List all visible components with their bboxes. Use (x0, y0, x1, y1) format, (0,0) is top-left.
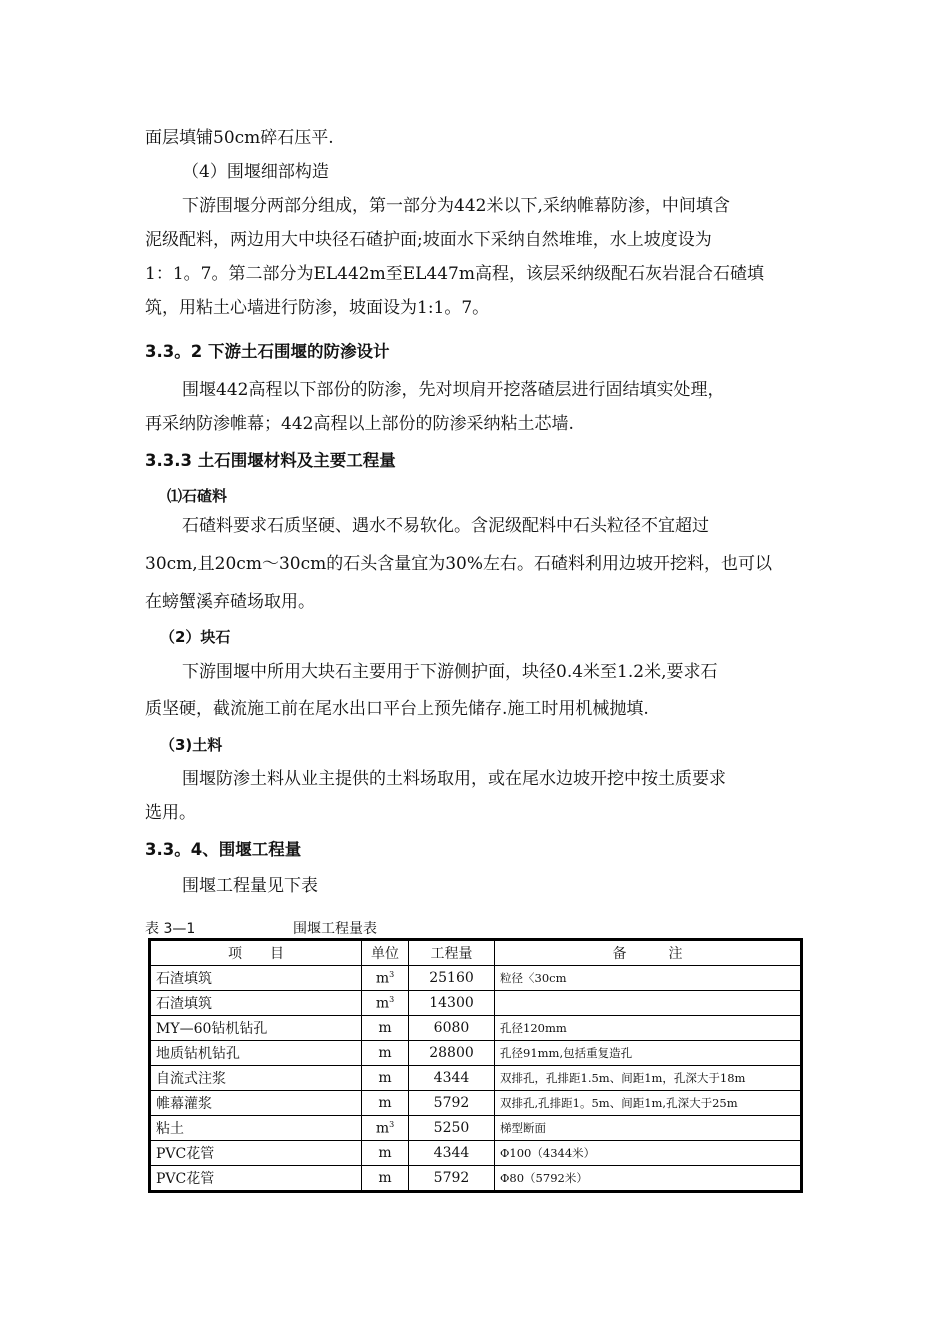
cell-item-text: 地质钻机钻孔 (156, 1046, 240, 1062)
cell-item (150, 1041, 362, 1066)
table-row (150, 1116, 802, 1141)
cell-unit (362, 1091, 409, 1116)
body-text: 30cm,且20cm～30cm的石头含量宜为30%左右。石碴料利用边坡开挖料，也可以 (145, 554, 773, 574)
cell-note (495, 1141, 802, 1166)
cell-unit (362, 1166, 409, 1192)
cell-quantity (409, 1016, 495, 1041)
cell-quantity (409, 1091, 495, 1116)
cell-note-text: Φ80（5792米） (500, 1171, 588, 1185)
cell-unit-text: m (375, 1120, 390, 1137)
body-text: 再采纳防渗帷幕；442高程以上部份的防渗采纳粘土芯墙. (145, 414, 574, 434)
cell-item (150, 1066, 362, 1091)
cell-quantity-text: 6080 (433, 1020, 470, 1036)
header-quantity: 工程量 (409, 940, 495, 966)
body-text: 选用。 (145, 803, 196, 823)
cell-unit (362, 1066, 409, 1091)
cell-quantity (409, 1141, 495, 1166)
cell-note (495, 1091, 802, 1116)
body-text: 1：1。7。第二部分为EL442m至EL447m高程，该层采纳级配石灰岩混合石碴填 (145, 264, 764, 284)
body-text: 泥级配料，两边用大中块径石碴护面;坡面水下采纳自然堆堆，水上坡度设为 (145, 230, 712, 250)
body-text: （4）围堰细部构造 (182, 162, 329, 182)
cell-unit-text: m (378, 1095, 392, 1111)
body-text: 下游围堰分两部分组成，第一部分为442米以下,采纳帷幕防渗，中间填含 (182, 196, 730, 216)
cell-item (150, 1116, 362, 1141)
cell-note (495, 1066, 802, 1091)
cell-item (150, 966, 362, 991)
section-heading: 3.3。2 下游土石围堰的防渗设计 (145, 342, 390, 361)
table-row (150, 1091, 802, 1116)
cell-item (150, 1141, 362, 1166)
cell-unit-text: m (378, 1045, 392, 1061)
cell-note-text: 粒径〈30cm (500, 971, 567, 985)
body-text: 质坚硬，截流施工前在尾水出口平台上预先储存.施工时用机械抛填. (145, 699, 649, 719)
body-text: 围堰工程量见下表 (182, 876, 318, 896)
unit-superscript: 3 (389, 994, 395, 1004)
cell-quantity (409, 991, 495, 1016)
subsection-heading: （3)土料 (160, 736, 223, 754)
table-header-row (150, 940, 802, 966)
cell-quantity (409, 1166, 495, 1192)
table-row (150, 1041, 802, 1066)
cell-quantity-text: 5250 (433, 1120, 470, 1136)
cell-unit-text: m (378, 1020, 392, 1036)
section-heading: 3.3.3 土石围堰材料及主要工程量 (145, 451, 396, 470)
cell-note-text: 梯型断面 (500, 1121, 546, 1135)
table-row (150, 1066, 802, 1091)
cell-item (150, 1016, 362, 1041)
body-text: 在螃蟹溪弃碴场取用。 (145, 592, 315, 612)
cell-quantity-text: 5792 (433, 1095, 470, 1111)
cell-note-text: 双排孔，孔排距1.5m、间距1m，孔深大于18m (500, 1071, 746, 1085)
cell-quantity-text: 28800 (429, 1045, 474, 1061)
table-row (150, 1016, 802, 1041)
cell-item-text: PVC花管 (156, 1146, 215, 1162)
header-item: 项 目 (150, 940, 362, 966)
cell-unit (362, 1016, 409, 1041)
cell-quantity-text: 14300 (429, 995, 474, 1011)
cell-note (495, 966, 802, 991)
cell-item (150, 1091, 362, 1116)
cell-unit-text: m (375, 995, 390, 1012)
cell-unit-text: m (378, 1170, 392, 1186)
cell-quantity-text: 4344 (433, 1070, 470, 1086)
unit-superscript: 3 (389, 969, 395, 979)
table-row (150, 1166, 802, 1192)
table-number: 表 3—1 (145, 921, 196, 937)
cell-unit (362, 991, 409, 1016)
cell-item (150, 991, 362, 1016)
cell-quantity (409, 1066, 495, 1091)
cell-unit (362, 966, 409, 991)
cell-item (150, 1166, 362, 1192)
table-row (150, 966, 802, 991)
cell-item-text: 石渣填筑 (156, 996, 212, 1012)
body-text: 面层填铺50cm碎石压平. (145, 128, 334, 148)
cell-quantity-text: 25160 (429, 970, 474, 986)
body-text: 围堰防渗土料从业主提供的土料场取用，或在尾水边坡开挖中按土质要求 (182, 769, 726, 789)
cell-quantity-text: 5792 (433, 1170, 470, 1186)
cell-unit-text: m (378, 1070, 392, 1086)
cell-note-text: 双排孔,孔排距1。5m、间距1m,孔深大于25m (500, 1096, 738, 1110)
table-row (150, 1141, 802, 1166)
cell-quantity (409, 966, 495, 991)
body-text: 围堰442高程以下部份的防渗，先对坝肩开挖落碴层进行固结填实处理， (182, 380, 725, 400)
cell-item-text: PVC花管 (156, 1171, 215, 1187)
cell-note (495, 1116, 802, 1141)
cell-unit (362, 1116, 409, 1141)
quantity-table (148, 938, 803, 1193)
header-note: 备 注 (495, 940, 802, 966)
table-title: 围堰工程量表 (293, 921, 377, 937)
cell-item-text: 帷幕灌浆 (156, 1096, 212, 1112)
subsection-heading: （2）块石 (160, 628, 231, 646)
cell-note (495, 1016, 802, 1041)
cell-quantity (409, 1041, 495, 1066)
cell-item-text: 石渣填筑 (156, 971, 212, 987)
cell-note (495, 991, 802, 1016)
cell-quantity-text: 4344 (433, 1145, 470, 1161)
header-unit: 单位 (362, 940, 409, 966)
cell-unit (362, 1141, 409, 1166)
cell-item-text: 粘土 (156, 1121, 184, 1137)
cell-unit (362, 1041, 409, 1066)
body-text: 下游围堰中所用大块石主要用于下游侧护面，块径0.4米至1.2米,要求石 (182, 662, 718, 682)
table-row (150, 991, 802, 1016)
body-text: 石碴料要求石质坚硬、遇水不易软化。含泥级配料中石头粒径不宜超过 (182, 516, 709, 536)
cell-note (495, 1041, 802, 1066)
cell-note (495, 1166, 802, 1192)
body-text: 筑，用粘土心墙进行防渗，坡面设为1:1。7。 (145, 298, 490, 318)
section-heading: 3.3。4、围堰工程量 (145, 840, 302, 859)
cell-note-text: Φ100（4344米） (500, 1146, 596, 1160)
cell-unit-text: m (375, 970, 390, 987)
cell-quantity (409, 1116, 495, 1141)
cell-unit-text: m (378, 1145, 392, 1161)
cell-item-text: MY—60钻机钻孔 (156, 1021, 268, 1037)
cell-note-text: 孔径120mm (500, 1021, 567, 1035)
unit-superscript: 3 (389, 1119, 395, 1129)
cell-note-text: 孔径91mm,包括重复造孔 (500, 1046, 633, 1060)
subsection-heading: ⑴石碴料 (167, 487, 228, 505)
table-body (150, 966, 802, 1192)
cell-item-text: 自流式注浆 (156, 1071, 226, 1087)
